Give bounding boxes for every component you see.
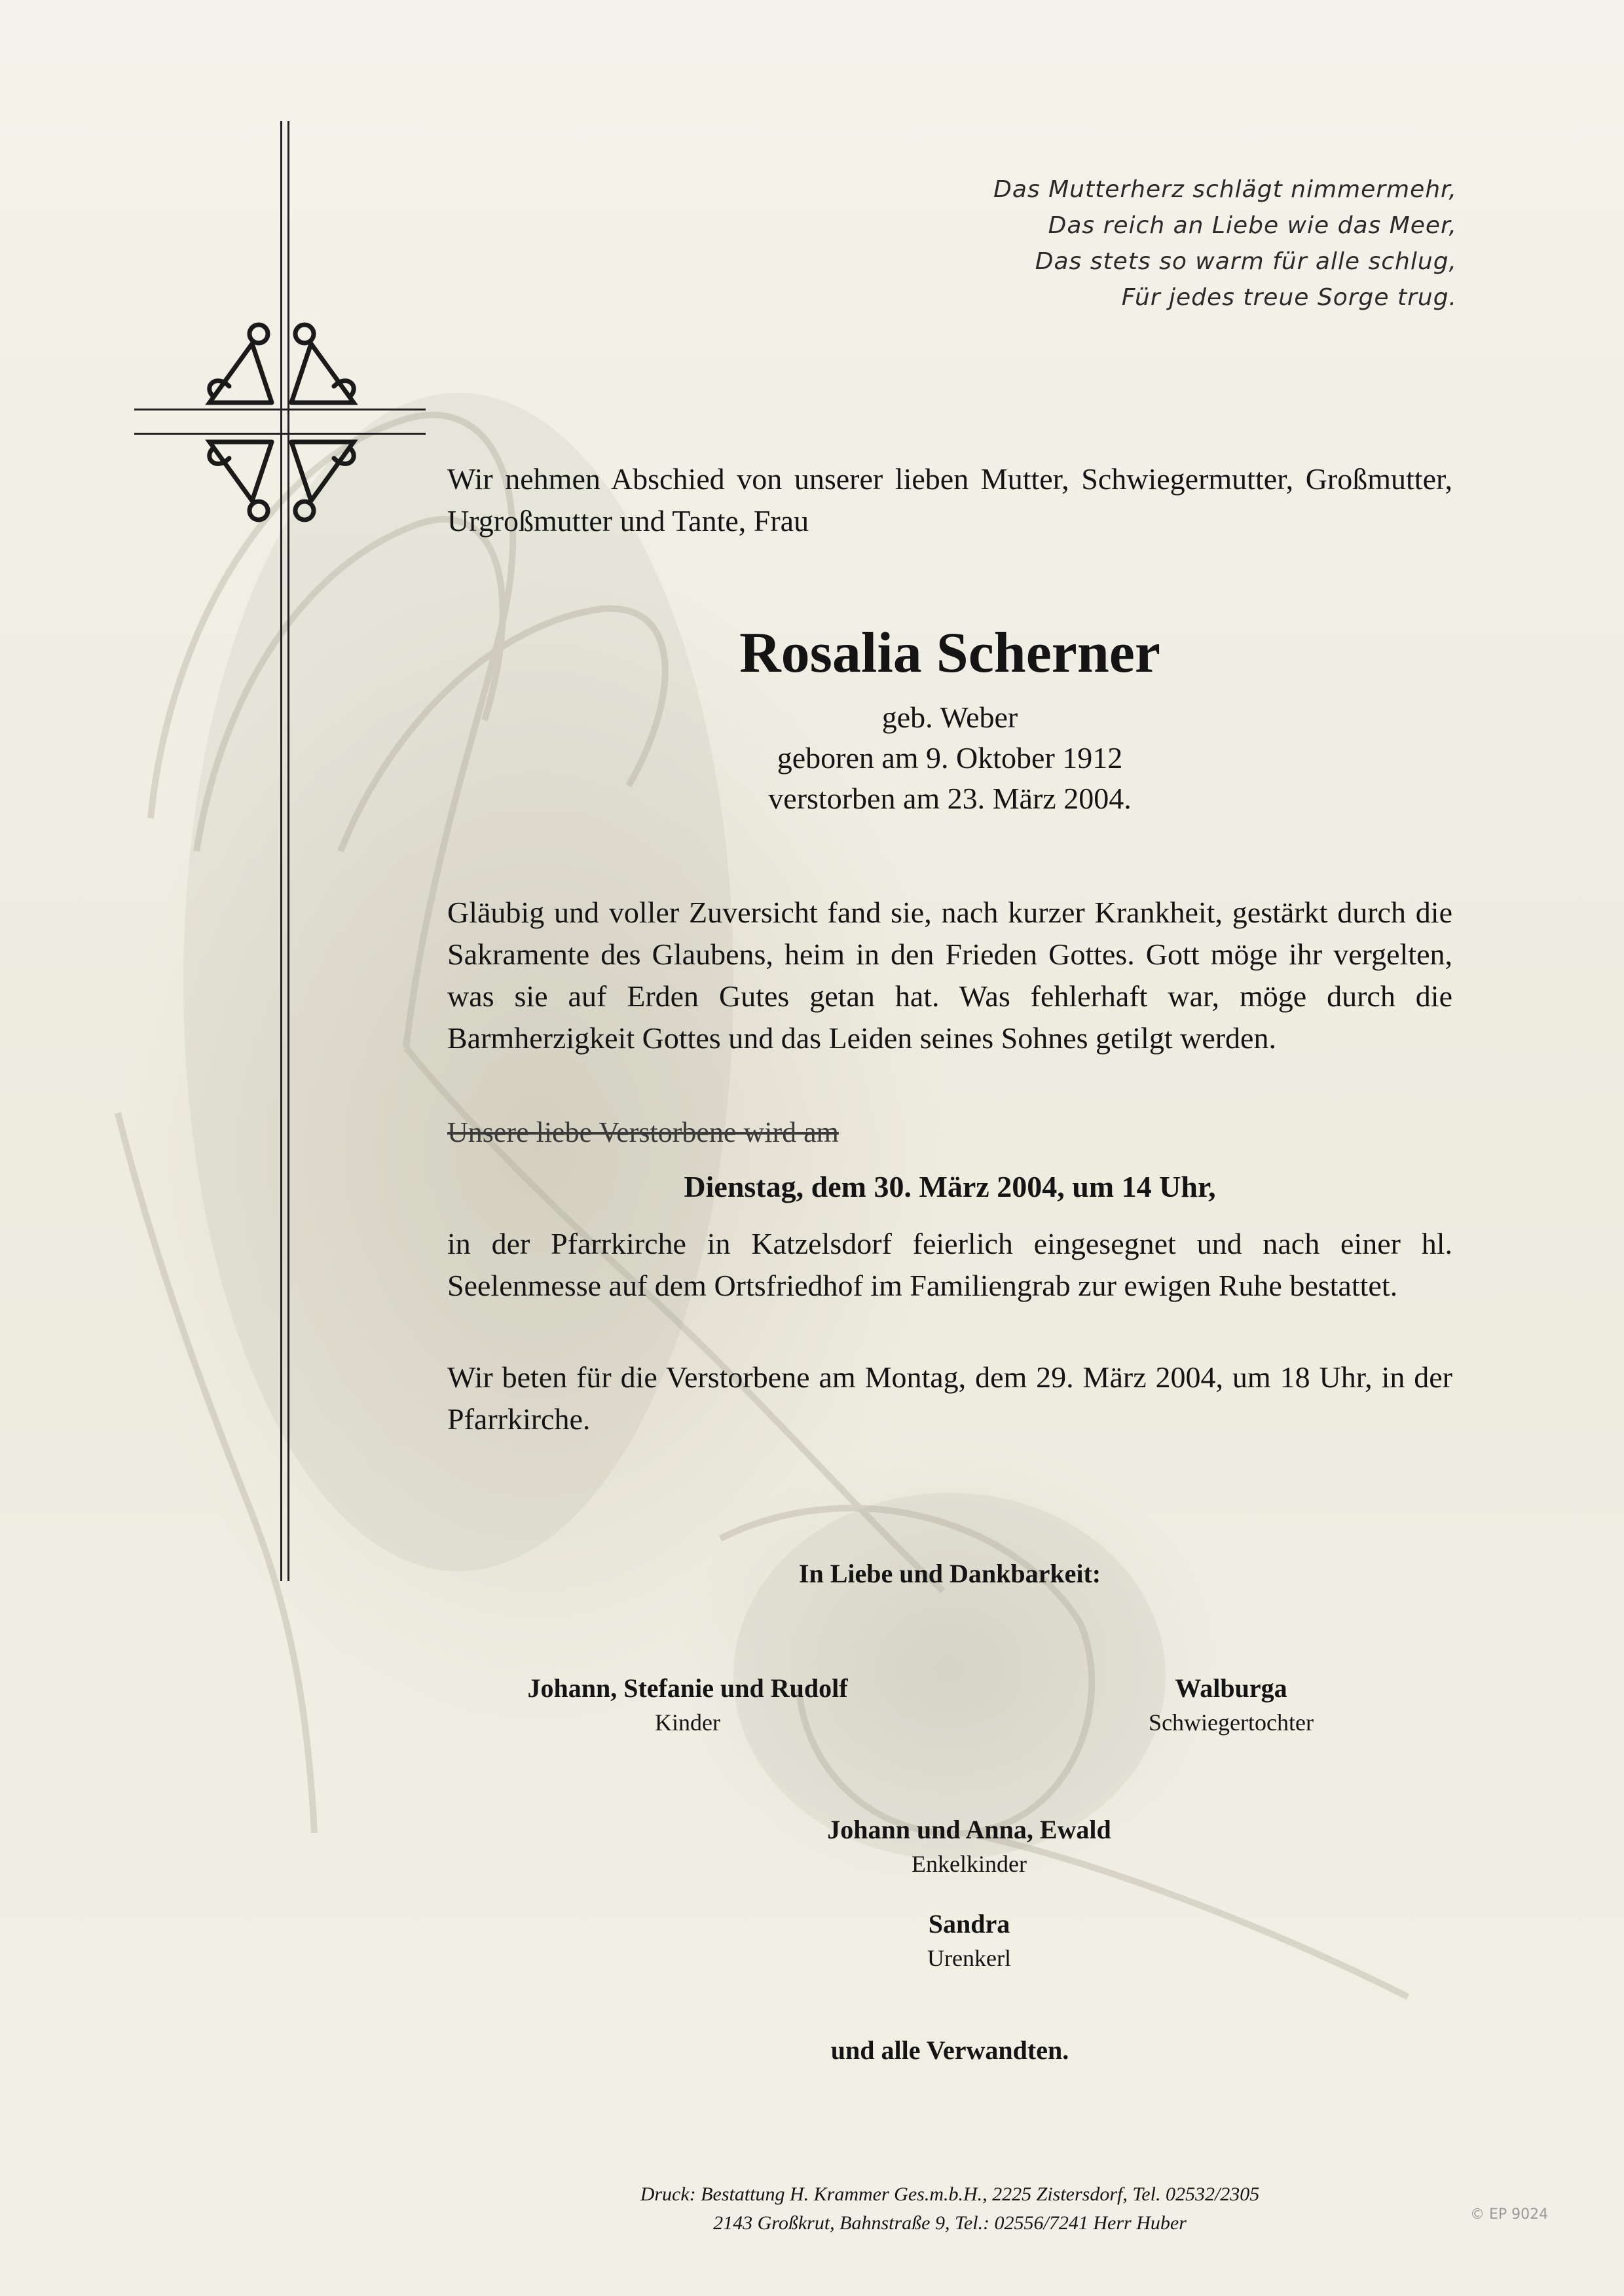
family-names: Sandra <box>928 1909 1010 1939</box>
family-role: Schwiegertochter <box>1149 1709 1314 1736</box>
family-role: Enkelkinder <box>912 1851 1027 1877</box>
printer-line: Druck: Bestattung H. Krammer Ges.m.b.H., 2225 Zistersdorf, Tel. 02532/2305 <box>640 2183 1260 2205</box>
family-names: Johann, Stefanie und Rudolf <box>527 1673 848 1703</box>
cross-ornament-icon <box>190 314 373 530</box>
printer-footer <box>447 2180 1452 2238</box>
family-names: Johann und Anna, Ewald <box>827 1815 1111 1844</box>
printer-line: 2143 Großkrut, Bahnstraße 9, Tel.: 02556/7241 Herr Huber <box>713 2212 1187 2234</box>
family-entry <box>707 1812 1231 1880</box>
family-names: Walburga <box>1175 1673 1287 1703</box>
body-paragraph-prayer: Wir beten für die Verstorbene am Montag, dem 29. März 2004, um 18 Uhr, in der Pfarrkirche. <box>447 1360 1452 1436</box>
deceased-details <box>447 697 1452 819</box>
family-entry <box>1035 1671 1428 1739</box>
family-entry <box>458 1671 917 1739</box>
poem-line: Für jedes treue Sorge trug. <box>1121 284 1457 311</box>
body-paragraph-faith: Gläubig und voller Zuversicht fand sie, nach kurzer Krankheit, gestärkt durch die Sakramente des Glaubens, heim in den Frieden Gottes. Gott möge ihr vergelten, was sie auf Erden Gutes getan hat. Was fehlerhaft war, möge durch die Barmherzigkeit Gottes und das Leiden seines Sohnes getilgt werden. <box>447 896 1452 1055</box>
deceased-name: Rosalia Scherner <box>739 621 1160 685</box>
poem <box>802 172 1457 316</box>
family-role: Urenkerl <box>927 1945 1011 1971</box>
poem-line: Das Mutterherz schlägt nimmermehr, <box>993 176 1457 203</box>
intro-text: Wir nehmen Abschied von unserer lieben Mutter, Schwiegermutter, Großmutter, Urgroßmutter und Tante, Frau <box>447 462 1452 538</box>
struck-line: Unsere liebe Verstorbene wird am <box>447 1116 839 1148</box>
family-role: Kinder <box>655 1709 720 1736</box>
death-date: verstorben am 23. März 2004. <box>768 782 1132 815</box>
poem-line: Das reich an Liebe wie das Meer, <box>1048 212 1457 239</box>
poem-line: Das stets so warm für alle schlug, <box>1035 248 1457 275</box>
maiden-name: geb. Weber <box>881 701 1018 734</box>
funeral-date: Dienstag, dem 30. März 2004, um 14 Uhr, <box>684 1170 1216 1203</box>
thanks-heading: In Liebe und Dankbarkeit: <box>798 1559 1101 1588</box>
birth-date: geboren am 9. Oktober 1912 <box>777 741 1123 774</box>
body-paragraph-burial: in der Pfarrkirche in Katzelsdorf feierlich eingesegnet und nach einer hl. Seelenmesse auf dem Ortsfriedhof im Familiengrab zur ewigen Ruhe bestattet. <box>447 1227 1452 1302</box>
product-code: © EP 9024 <box>1470 2206 1549 2223</box>
closing-line: und alle Verwandten. <box>830 2035 1069 2065</box>
family-entry <box>773 1906 1166 1975</box>
